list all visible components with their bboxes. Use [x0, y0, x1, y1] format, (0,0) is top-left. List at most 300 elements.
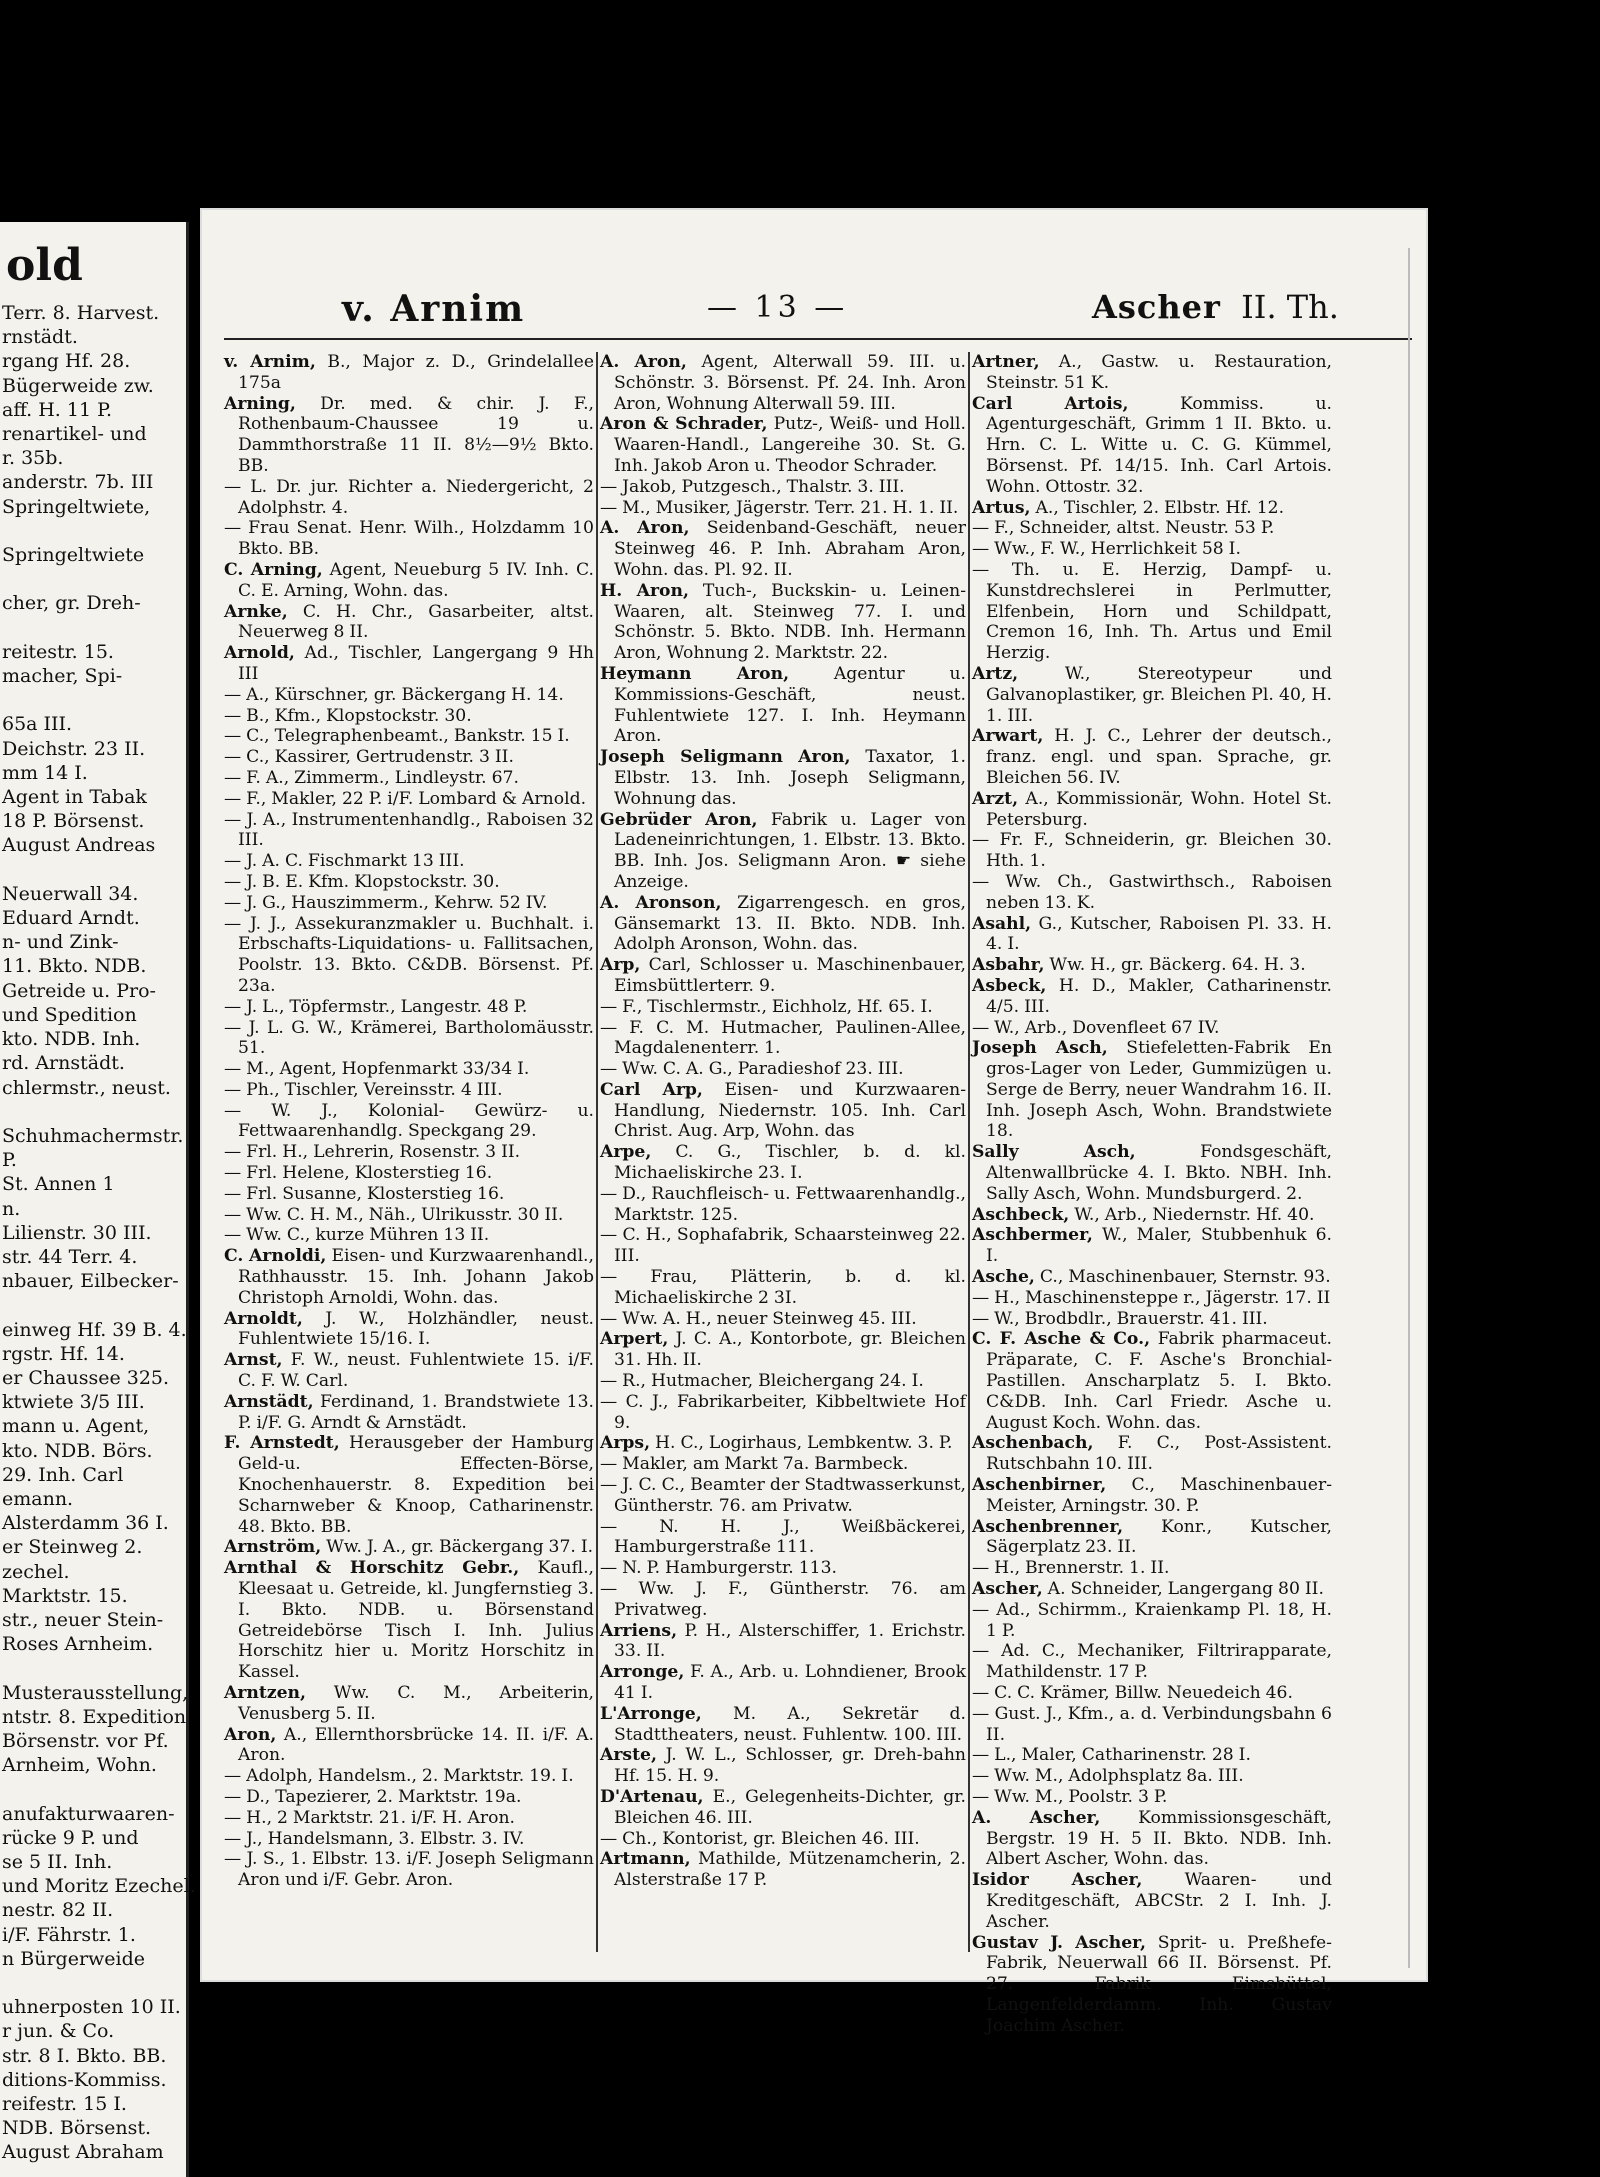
entry-text: J. W. L., Schlosser, gr. Dreh-bahn Hf. 15. H. 9.: [614, 1745, 966, 1787]
directory-entry: [600, 1849, 966, 1891]
directory-entry: [600, 1433, 966, 1454]
fragment-line: er Steinweg 2.: [2, 1536, 143, 1559]
fragment-line: Schuhmachermstr.: [2, 1124, 184, 1147]
entry-text: Mathilde, Mützenamcherin, 2. Alsterstraße 17 P.: [614, 1849, 966, 1891]
directory-entry: [224, 1392, 594, 1434]
fragment-line: P.: [2, 1149, 17, 1172]
fragment-line: [0, 1777, 186, 1801]
directory-entry: [600, 1329, 966, 1371]
entry-name: Arnold,: [224, 643, 295, 664]
fragment-line: anufakturwaaren-: [2, 1802, 175, 1825]
fragment-line: [0, 1293, 186, 1317]
directory-entry: [224, 810, 594, 852]
directory-entry: [600, 1080, 966, 1142]
entry-text: — Fr. F., Schneiderin, gr. Bleichen 30. Hth. 1.: [972, 830, 1332, 872]
entry-text: B., Major z. D., Grindelallee 175a: [238, 352, 594, 393]
entry-text: — Ww. Ch., Gastwirthsch., Raboisen neben 13. K.: [972, 871, 1332, 913]
directory-entry: [224, 997, 594, 1018]
fragment-line: August Andreas: [2, 834, 156, 857]
fragment-line: Marktstr. 15.: [2, 1584, 128, 1607]
fragment-line: r. 35b.: [2, 447, 64, 470]
entry-text: — J., Handelsmann, 3. Elbstr. 3. IV.: [224, 1828, 525, 1849]
directory-entry: [972, 1329, 1332, 1433]
fragment-line: [0, 858, 186, 882]
entry-text: Tuch-, Buckskin- u. Leinen-Waaren, alt. Steinweg 77. I. und Schönstr. 5. Bkto. NDB. Inh. Hermann Aron, Wohnung 2. Marktstr. 22.: [614, 580, 967, 664]
directory-entry: [600, 1745, 966, 1787]
entry-text: Dr. med. & chir. J. F., Rothenbaum-Chaussee 19 u. Dammthorstraße 11 II. 8½—9½ Bkto. BB.: [238, 393, 594, 476]
directory-entry: [972, 1766, 1332, 1787]
directory-entry: [224, 394, 594, 477]
entry-text: — D., Tapezierer, 2. Marktstr. 19a.: [224, 1786, 522, 1807]
entry-name: Arnstädt,: [224, 1391, 314, 1412]
header-last-name: Ascher: [1092, 288, 1221, 326]
entry-text: — J. A., Instrumentenhandlg., Raboisen 32 III.: [224, 809, 594, 851]
fragment-line: rd. Arnstädt.: [2, 1052, 125, 1075]
directory-entry: [972, 726, 1332, 788]
directory-entry: [224, 851, 594, 872]
directory-entry: [600, 1829, 966, 1850]
entry-name: A. Aron,: [600, 518, 690, 539]
directory-entry: [600, 1704, 966, 1746]
fragment-line: str. 44 Terr. 4.: [2, 1245, 138, 1268]
directory-entry: [972, 914, 1332, 956]
page-edge: [1408, 248, 1410, 1968]
directory-entry: [224, 560, 594, 602]
fragment-line: chlermstr., neust.: [2, 1076, 171, 1099]
directory-entry: [224, 726, 594, 747]
entry-text: Waaren- und Kreditgeschäft, ABCStr. 2 I. Inh. J. Ascher.: [986, 1870, 1332, 1932]
entry-text: M. A., Sekretär d. Stadttheaters, neust. Fuhlentw. 100. III.: [614, 1703, 966, 1745]
directory-entry: [224, 1142, 594, 1163]
fragment-line: er Chaussee 325.: [2, 1366, 170, 1389]
entry-name: F. Arnstedt,: [224, 1433, 340, 1454]
entry-text: Agentur u. Kommissions-Geschäft, neust. Fuhlentwiete 127. I. Inh. Heymann Aron.: [614, 663, 966, 747]
entry-name: Arzt,: [972, 788, 1019, 809]
entry-text: Ferdinand, 1. Brandstwiete 13. P. i/F. G. Arndt & Arnstädt.: [238, 1391, 594, 1433]
entry-name: H. Aron,: [600, 580, 689, 601]
fragment-line: Börsenstr. vor Pf.: [2, 1729, 169, 1752]
directory-entry: [224, 1683, 594, 1725]
entry-text: — J. C. C., Beamter der Stadtwasserkunst, Güntherstr. 76. am Privatw.: [600, 1475, 966, 1516]
fragment-line: n- und Zink-: [2, 931, 119, 954]
directory-entry: [224, 1225, 594, 1246]
directory-entry: [224, 1725, 594, 1767]
directory-entry: [224, 1537, 594, 1558]
directory-entry: [972, 1600, 1332, 1642]
directory-entry: [972, 1142, 1332, 1204]
entry-text: — Ww. A. H., neuer Steinweg 45. III.: [600, 1308, 917, 1329]
directory-entry: [600, 1475, 966, 1517]
column-divider: [596, 352, 598, 1952]
directory-entry: [600, 1142, 966, 1184]
fragment-line: Terr. 8. Harvest.: [2, 302, 160, 324]
entry-name: Arpert,: [600, 1329, 669, 1350]
entry-text: H. J. C., Lehrer der deutsch., franz. engl. und span. Sprache, gr. Bleichen 56. IV.: [986, 726, 1332, 788]
entry-name: Artus,: [972, 497, 1031, 518]
entry-name: Isidor Ascher,: [972, 1870, 1143, 1891]
entry-text: — J. J., Assekuranzmakler u. Buchhalt. i. Erbschafts-Liquidations- u. Fallitsachen, Poolstr. 13. Bkto. C&DB. Börsenst. Pf. 23a.: [224, 913, 594, 996]
entry-text: H. D., Makler, Catharinenstr. 4/5. III.: [986, 975, 1332, 1017]
entry-text: Herausgeber der Hamburg Geld-u. Effecten-Börse, Knochenhauerstr. 8. Expedition bei Scharnweber & Knoop, Catharinenstr. 48. Bkto. BB.: [238, 1433, 594, 1537]
directory-entry: [972, 394, 1332, 498]
entry-name: Arning,: [224, 393, 296, 414]
directory-entry: [224, 789, 594, 810]
entry-text: — Ww. C. A. G., Paradieshof 23. III.: [600, 1059, 904, 1080]
entry-text: G., Kutscher, Raboisen Pl. 33. H. 4. I.: [986, 913, 1332, 955]
directory-entry: [224, 1080, 594, 1101]
fragment-line: rgstr. Hf. 14.: [2, 1342, 125, 1365]
directory-entry: [972, 560, 1332, 664]
directory-entry: [972, 352, 1332, 394]
fragment-line: str., neuer Stein-: [2, 1608, 164, 1631]
directory-entry: [224, 1205, 594, 1226]
column-3: [972, 352, 1333, 2036]
entry-text: P. H., Alsterschiffer, 1. Erichstr. 33. II.: [614, 1620, 966, 1662]
entry-text: — C., Kassirer, Gertrudenstr. 3 II.: [224, 747, 514, 768]
entry-text: Stiefeletten-Fabrik En gros-Lager von Leder, Gummizügen u. Serge de Berry, neuer Wandrahm 16. II. Inh. Joseph Asch, Wohn. Brandstwiete 18.: [986, 1038, 1332, 1142]
entry-name: C. Arnoldi,: [224, 1246, 327, 1267]
entry-text: — F. A., Zimmerm., Lindleystr. 67.: [224, 767, 519, 788]
entry-name: A. Aronson,: [600, 892, 722, 913]
entry-text: — Ww. M., Adolphsplatz 8a. III.: [972, 1766, 1244, 1787]
fragment-line: einweg Hf. 39 B. 4.: [2, 1318, 187, 1341]
entry-name: C. F. Asche & Co.,: [972, 1329, 1151, 1350]
directory-entry: [972, 1787, 1332, 1808]
entry-name: Arwart,: [972, 726, 1044, 747]
directory-entry: [972, 1309, 1332, 1330]
entry-text: — N. P. Hamburgerstr. 113.: [600, 1558, 837, 1579]
entry-text: C., Maschinenbauer, Sternstr. 93.: [1034, 1267, 1331, 1288]
directory-entry: [972, 1808, 1332, 1870]
entry-text: Kommissionsgeschäft, Bergstr. 19 H. 5 II. Bkto. NDB. Inh. Albert Ascher, Wohn. das.: [986, 1807, 1333, 1870]
fragment-line: renartikel- und: [2, 423, 147, 446]
entry-text: — W., Arb., Dovenfleet 67 IV.: [972, 1017, 1220, 1038]
entry-name: Carl Arp,: [600, 1079, 703, 1100]
directory-entry: [972, 1433, 1332, 1475]
entry-text: C. H. Chr., Gasarbeiter, altst. Neuerweg 8 II.: [238, 601, 594, 643]
entry-text: — Ww. C., kurze Mühren 13 II.: [224, 1225, 490, 1246]
entry-text: Fabrik pharmaceut. Präparate, C. F. Asche's Bronchial-Pastillen. Anscharplatz 5. I. Bkto. C&DB. Inh. Carl Friedr. Asche u. August Koch. Wohn. das.: [986, 1329, 1332, 1433]
directory-entry: [972, 955, 1332, 976]
directory-entry: [224, 872, 594, 893]
entry-text: Eisen- und Kurzwaaren-Handlung, Niedernstr. 105. Inh. Carl Christ. Aug. Arp, Wohn. das: [614, 1079, 966, 1142]
entry-text: — W., Brodbdlr., Brauerstr. 41. III.: [972, 1308, 1268, 1329]
fragment-line: Neuerwall 34.: [2, 882, 139, 905]
entry-name: Gustav J. Ascher,: [972, 1932, 1146, 1953]
directory-entry: [972, 1579, 1332, 1600]
entry-text: W., Arb., Niedernstr. Hf. 40.: [1069, 1204, 1315, 1225]
entry-text: Kommiss. u. Agenturgeschäft, Grimm 1 II. Bkto. u. Hrn. C. L. Witte u. C. G. Kümmel, Börsenst. Pf. 14/15. Inh. Carl Artois. Wohn. Ottostr. 32.: [986, 393, 1332, 497]
fragment-line: macher, Spi-: [2, 665, 123, 688]
entry-text: — C. H., Sophafabrik, Schaarsteinweg 22. III.: [600, 1225, 966, 1267]
fragment-line: Agent in Tabak: [2, 786, 147, 809]
directory-entry: [224, 893, 594, 914]
entry-text: — H., Brennerstr. 1. II.: [972, 1558, 1170, 1579]
entry-text: — F., Tischlermstr., Eichholz, Hf. 65. I.: [600, 996, 933, 1017]
entry-text: — Makler, am Markt 7a. Barmbeck.: [600, 1454, 909, 1475]
entry-name: A. Aron,: [600, 352, 687, 372]
entry-text: Konr., Kutscher, Sägerplatz 23. II.: [986, 1516, 1332, 1558]
directory-entry: [600, 955, 966, 997]
fragment-line: 11. Bkto. NDB.: [2, 955, 147, 978]
entry-name: Aschenbirner,: [972, 1475, 1107, 1496]
entry-text: — Gust. J., Kfm., a. d. Verbindungsbahn 6 II.: [972, 1703, 1332, 1745]
entry-name: Joseph Asch,: [972, 1038, 1108, 1059]
fragment-line: aff. H. 11 P.: [2, 398, 113, 421]
entry-text: A. Schneider, Langergang 80 II.: [1042, 1579, 1324, 1600]
entry-text: J. C. A., Kontorbote, gr. Bleichen 31. Hh. II.: [614, 1329, 966, 1371]
fragment-line: emann.: [2, 1487, 74, 1510]
directory-entry: [224, 1558, 594, 1683]
entry-name: Aschbeck,: [972, 1204, 1070, 1225]
directory-entry: [224, 1350, 594, 1392]
column-divider: [968, 352, 970, 1952]
fragment-line: August Abraham: [2, 2141, 164, 2164]
entry-name: Arpe,: [600, 1142, 652, 1163]
entry-name: Heymann Aron,: [600, 663, 790, 684]
directory-entry: [972, 1933, 1332, 2037]
directory-entry: [972, 1641, 1332, 1683]
fragment-line: anderstr. 7b. III: [2, 471, 154, 494]
entry-text: Agent, Alterwall 59. III. u. Schönstr. 3. Börsenst. Pf. 24. Inh. Aron Aron, Wohnung Alterwall 59. III.: [614, 352, 967, 414]
directory-entry: [600, 1579, 966, 1621]
directory-entry: [224, 1787, 594, 1808]
directory-entry: [972, 830, 1332, 872]
entry-name: Aschenbach,: [972, 1433, 1094, 1454]
directory-entry: [600, 1184, 966, 1226]
entry-text: Sprit- u. Preßhefe-Fabrik, Neuerwall 66 II. Börsenst. Pf. 27. Fabrik Eimsbüttel, Langenfelderdamm. Inh. Gustav Joachim Ascher.: [986, 1932, 1332, 2036]
directory-entry: [224, 914, 594, 997]
entry-text: — Frl. H., Lehrerin, Rosenstr. 3 II.: [224, 1142, 521, 1163]
entry-text: — Ww., F. W., Herrlichkeit 58 I.: [972, 539, 1241, 560]
entry-text: W., Maler, Stubbenhuk 6. I.: [986, 1225, 1332, 1267]
directory-entry: [972, 1745, 1332, 1766]
entry-text: — B., Kfm., Klopstockstr. 30.: [224, 705, 472, 726]
fragment-line: Bügerweide zw.: [2, 374, 154, 397]
entry-text: Fabrik u. Lager von Ladeneinrichtungen, 1. Elbstr. 13. Bkto. BB. Inh. Jos. Seligmann Aron. ☛ siehe Anzeige.: [614, 809, 966, 892]
entry-text: — L., Maler, Catharinenstr. 28 I.: [972, 1745, 1251, 1766]
directory-entry: [224, 643, 594, 685]
directory-entry: [224, 1433, 594, 1537]
directory-entry: [224, 1018, 594, 1060]
fragment-line: rücke 9 P. und: [2, 1826, 139, 1849]
previous-page-lines: [0, 301, 196, 2165]
fragment-line: Getreide u. Pro-: [2, 979, 156, 1002]
entry-text: Agent, Neueburg 5 IV. Inh. C. C. E. Arning, Wohn. das.: [238, 559, 594, 601]
directory-entry: [972, 1683, 1332, 1704]
entry-name: L'Arronge,: [600, 1703, 702, 1724]
directory-entry: [224, 518, 594, 560]
fragment-line: i/F. Fährstr. 1.: [2, 1923, 136, 1946]
entry-text: Ww. J. A., gr. Bäckergang 37. I.: [321, 1537, 594, 1558]
directory-entry: [972, 1475, 1332, 1517]
entry-text: — C. J., Fabrikarbeiter, Kibbeltwiete Hof 9.: [600, 1391, 966, 1433]
entry-text: — J. A. C. Fischmarkt 13 III.: [224, 851, 465, 872]
fragment-line: und Spedition: [2, 1003, 137, 1026]
fragment-line: cher, gr. Dreh-: [2, 592, 141, 615]
entry-text: — J. B. E. Kfm. Klopstockstr. 30.: [224, 871, 500, 892]
fragment-line: Arnheim, Wohn.: [2, 1754, 157, 1777]
entry-name: Carl Artois,: [972, 393, 1129, 414]
directory-entry: [600, 1558, 966, 1579]
entry-text: — C. C. Krämer, Billw. Neuedeich 46.: [972, 1683, 1293, 1703]
entry-text: — Ad. C., Mechaniker, Filtrirapparate, Mathildenstr. 17 P.: [972, 1641, 1332, 1683]
directory-entry: [224, 1246, 594, 1308]
directory-entry: [224, 1163, 594, 1184]
directory-entry: [972, 1267, 1332, 1288]
entry-text: — W. J., Kolonial- Gewürz- u. Fettwaarenhandlg. Speckgang 29.: [224, 1100, 594, 1142]
directory-entry: [600, 1225, 966, 1267]
entry-name: Arnthal & Horschitz Gebr.,: [224, 1558, 520, 1579]
directory-entry: [972, 789, 1332, 831]
directory-entry: [972, 1517, 1332, 1559]
fragment-line: Alsterdamm 36 I.: [2, 1512, 169, 1535]
fragment-line: [0, 1971, 186, 1995]
fragment-line: mann u. Agent,: [2, 1415, 150, 1438]
entry-name: Artmann,: [600, 1849, 691, 1870]
entry-text: — Frau Senat. Henr. Wilh., Holzdamm 10 Bkto. BB.: [224, 518, 594, 560]
header-part: II. Th.: [1241, 288, 1339, 326]
entry-name: Artner,: [972, 352, 1040, 372]
fragment-line: Lilienstr. 30 III.: [2, 1221, 152, 1244]
fragment-line: reifestr. 15 I.: [2, 2093, 127, 2116]
directory-entry: [224, 768, 594, 789]
entry-name: Arste,: [600, 1745, 657, 1766]
fragment-line: rnstädt.: [2, 326, 78, 349]
directory-entry: [600, 810, 966, 893]
entry-name: Aron,: [224, 1724, 277, 1745]
directory-entry: [972, 976, 1332, 1018]
fragment-line: Eduard Arndt.: [2, 907, 140, 930]
directory-entry: [972, 1558, 1332, 1579]
directory-entry: [972, 498, 1332, 519]
entry-text: A., Kommissionär, Wohn. Hotel St. Petersburg.: [986, 788, 1332, 830]
fragment-line: ditions-Kommiss.: [2, 2068, 167, 2091]
entry-text: — C., Telegraphenbeamt., Bankstr. 15 I.: [224, 726, 570, 747]
fragment-line: Deichstr. 23 II.: [2, 737, 146, 760]
entry-text: — Ww. M., Poolstr. 3 P.: [972, 1786, 1168, 1807]
directory-entry: [600, 1787, 966, 1829]
entry-text: — Ww. C. H. M., Näh., Ulrikusstr. 30 II.: [224, 1204, 564, 1225]
fragment-line: Springeltwiete: [2, 544, 145, 567]
fragment-line: St. Annen 1: [2, 1173, 115, 1196]
entry-name: Asbahr,: [972, 955, 1045, 976]
directory-entry: [224, 1808, 594, 1829]
directory-entry: [600, 1309, 966, 1330]
directory-entry: [972, 1038, 1332, 1142]
fragment-line: Musterausstellung,: [2, 1681, 189, 1704]
fragment-line: [0, 1656, 186, 1680]
directory-entry: [600, 518, 966, 580]
header-rule: [224, 338, 1412, 340]
fragment-line: rgang Hf. 28.: [2, 350, 131, 373]
entry-name: C. Arning,: [224, 559, 323, 580]
entry-name: Artz,: [972, 663, 1019, 684]
entry-text: W., Stereotypeur und Galvanoplastiker, gr. Bleichen Pl. 40, H. 1. III.: [986, 663, 1332, 726]
entry-name: Aschenbrenner,: [972, 1516, 1124, 1537]
entry-text: — F. C. M. Hutmacher, Paulinen-Allee, Magdalenenterr. 1.: [600, 1017, 966, 1059]
directory-entry: [600, 581, 966, 664]
fragment-line: r jun. & Co.: [2, 2020, 115, 2043]
entry-text: — Frau, Plätterin, b. d. kl. Michaeliskirche 2 3I.: [600, 1267, 966, 1308]
directory-entry: [600, 1621, 966, 1663]
directory-entry: [600, 1018, 966, 1060]
entry-text: Fondsgeschäft, Altenwallbrücke 4. I. Bkto. NBH. Inh. Sally Asch, Wohn. Mundsburgerd. 2.: [986, 1142, 1332, 1204]
directory-entry: [972, 664, 1332, 726]
entry-name: Gebrüder Aron,: [600, 809, 758, 830]
directory-entry: [972, 1704, 1332, 1746]
entry-name: Ascher,: [972, 1579, 1043, 1600]
entry-text: — Ad., Schirmm., Kraienkamp Pl. 18, H. 1 P.: [972, 1599, 1332, 1641]
fragment-line: [0, 616, 186, 640]
directory-entry: [600, 352, 966, 414]
entry-text: Carl, Schlosser u. Maschinenbauer, Eimsbüttlerterr. 9.: [614, 955, 966, 996]
column-2: [600, 352, 966, 1962]
header-first-entry: v. Arnim: [342, 288, 526, 330]
directory-entry: [600, 1392, 966, 1434]
fragment-line: NDB. Börsenst.: [2, 2117, 152, 2140]
entry-text: — F., Makler, 22 P. i/F. Lombard & Arnold.: [224, 788, 587, 809]
entry-text: — Jakob, Putzgesch., Thalstr. 3. III.: [600, 476, 905, 497]
entry-text: — Adolph, Handelsm., 2. Marktstr. 19. I.: [224, 1766, 574, 1787]
entry-text: A., Tischler, 2. Elbstr. Hf. 12.: [1030, 497, 1285, 518]
fragment-line: reitestr. 15.: [2, 640, 114, 663]
entry-text: — M., Musiker, Jägerstr. Terr. 21. H. 1. II.: [600, 497, 959, 518]
entry-name: Arnke,: [224, 601, 288, 622]
directory-entry: [600, 893, 966, 955]
directory-page: [202, 210, 1426, 2036]
entry-text: — H., 2 Marktstr. 21. i/F. H. Aron.: [224, 1807, 515, 1828]
directory-entry: [972, 1225, 1332, 1267]
entry-name: Arnst,: [224, 1350, 283, 1371]
fragment-line: n Bürgerweide: [2, 1947, 146, 1970]
fragment-line: ktwiete 3/5 III.: [2, 1391, 145, 1414]
directory-entry: [972, 1205, 1332, 1226]
entry-text: — J. S., 1. Elbstr. 13. i/F. Joseph Seligmann Aron und i/F. Gebr. Aron.: [224, 1849, 594, 1891]
entry-name: Asbeck,: [972, 975, 1047, 996]
directory-entry: [224, 352, 594, 394]
fragment-line: zechel.: [2, 1560, 70, 1583]
fragment-line: [0, 1100, 186, 1124]
fragment-line: kto. NDB. Inh.: [2, 1028, 141, 1051]
entry-name: Arnoldt,: [224, 1308, 303, 1329]
entry-text: Taxator, 1. Elbstr. 13. Inh. Joseph Seligmann, Wohnung das.: [614, 747, 967, 809]
entry-text: F. C., Post-Assistent. Rutschbahn 10. III.: [986, 1433, 1332, 1475]
entry-name: A. Ascher,: [972, 1807, 1101, 1828]
entry-text: — J. L. G. W., Krämerei, Bartholomäusstr. 51.: [224, 1017, 594, 1059]
entry-text: — Ww. J. F., Güntherstr. 76. am Privatweg.: [600, 1579, 966, 1620]
directory-entry: [600, 477, 966, 498]
fragment-line: uhnerposten 10 II.: [2, 1996, 181, 2019]
column-1: [224, 352, 594, 1962]
entry-text: Kaufl., Kleesaat u. Getreide, kl. Jungfernstieg 3. I. Bkto. NDB. u. Börsenstand Getreidebörse Tisch I. Inh. Julius Horschitz hier u. Moritz Horschitz in Kassel.: [238, 1558, 594, 1683]
fragment-line: nbauer, Eilbecker-: [2, 1270, 179, 1293]
directory-entry: [600, 1059, 966, 1080]
entry-text: C., Maschinenbauer-Meister, Arningstr. 30. P.: [986, 1475, 1332, 1516]
fragment-line: 29. Inh. Carl: [2, 1463, 124, 1486]
entry-text: J. W., Holzhändler, neust. Fuhlentwiete 15/16. I.: [238, 1308, 594, 1350]
entry-text: — L. Dr. jur. Richter a. Niedergericht, 2 Adolphstr. 4.: [224, 476, 594, 518]
fragment-line: und Moritz Ezechel.: [2, 1875, 196, 1898]
directory-entry: [972, 518, 1332, 539]
fragment-line: se 5 II. Inh.: [2, 1851, 113, 1873]
fragment-line: Roses Arnheim.: [2, 1633, 154, 1656]
entry-text: Ad., Tischler, Langergang 9 Hh III: [238, 643, 594, 684]
directory-entry: [224, 1059, 594, 1080]
entry-text: — Frl. Susanne, Klosterstieg 16.: [224, 1183, 505, 1204]
entry-name: Arp,: [600, 955, 641, 976]
directory-entry: [972, 1288, 1332, 1309]
